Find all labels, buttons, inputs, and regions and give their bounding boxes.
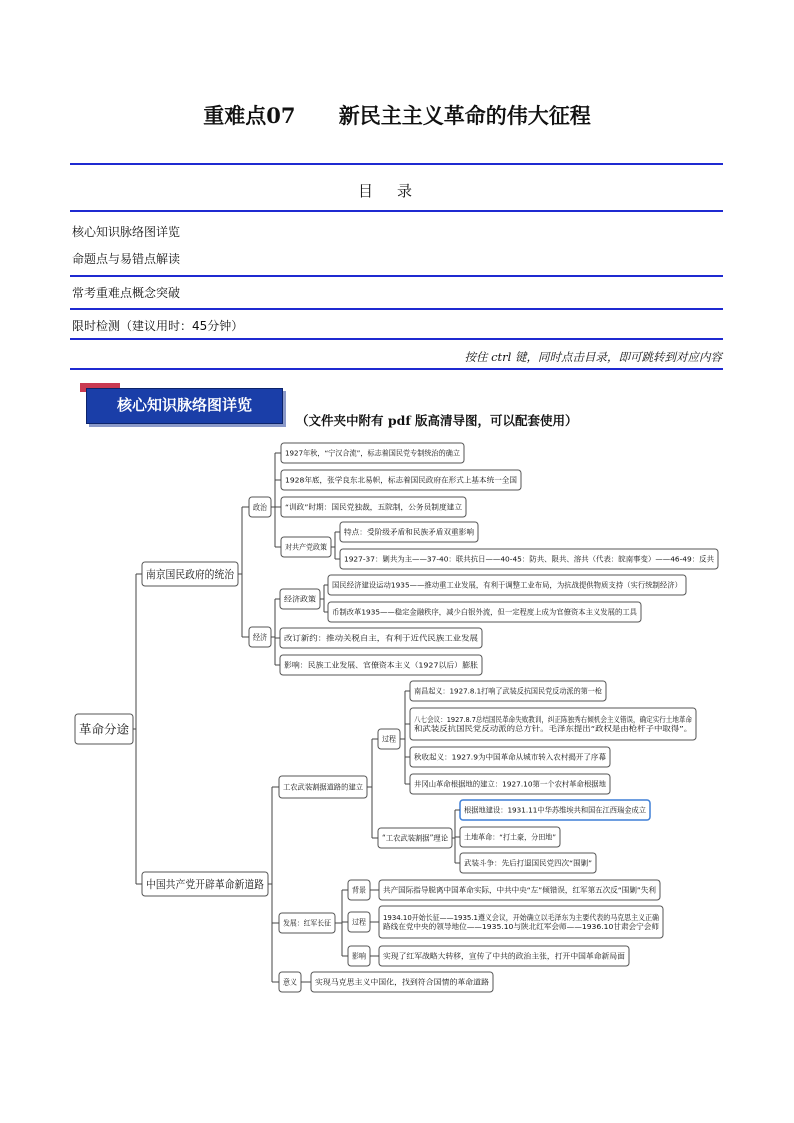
node-im1 [379, 946, 629, 966]
node-text: 八七会议：1927.8.7总结国民革命失败教训，纠正陈独秀右倾机会主义错误，确定实行土地革命 [414, 714, 720, 724]
node-t1 [460, 800, 650, 820]
node-cp2 [340, 549, 718, 569]
node-economy [249, 627, 271, 647]
node-b1 [142, 562, 245, 586]
node-text: 过程 [382, 734, 398, 744]
node-p1 [281, 443, 464, 463]
section-badge: 核心知识脉络图详览 [86, 388, 283, 424]
node-text: “工农武装割据”理论 [382, 833, 451, 843]
node-pr1 [410, 681, 606, 701]
node-text: 武装斗争：先后打退国民党四次“围剿” [464, 858, 593, 868]
node-text: 对共产党政策 [285, 542, 327, 552]
node-text: 路线在党中央的领导地位——1935.10与陕北红军会师——1936.10甘肃会宁会师 [383, 921, 659, 931]
node-text: 和武装反抗国民党反动派的总方针。毛泽东提出“政权是由枪杆子中取得”。 [414, 723, 692, 733]
node-text: 中国共产党开辟革命新道路 [146, 877, 278, 891]
node-t2 [460, 827, 560, 847]
node-text: 影响：民族工业发展、官僚资本主义（1927以后）膨胀 [284, 660, 478, 670]
node-text: 实现了红军战略大转移，宣传了中共的政治主张，打开中国革命新局面 [383, 951, 606, 961]
node-text: 土地革命：“打土豪，分田地” [464, 832, 558, 842]
node-mp1 [379, 906, 668, 938]
node-p2 [281, 470, 521, 490]
toc-hint: 按住 ctrl 键，同时点击目录，即可跳转到对应内容 [464, 350, 722, 364]
node-text: 共产国际指导脱离中国革命实际，中共中央“左”倾错误，红军第五次反“围剿”失利 [383, 885, 643, 895]
node-text: 币制改革1935——稳定金融秩序，减少白银外流，但一定程度上成为官僚资本主义发展的工具 [332, 607, 631, 617]
node-mprocess [348, 912, 370, 932]
node-march [279, 913, 335, 933]
node-text: 1927-37：剿共为主——37-40：联共抗日——40-45：防共、限共、溶共（代表：皖南事变）——46-49：反共 [344, 554, 714, 564]
node-pr2 [410, 708, 720, 740]
node-text: 意义 [283, 977, 299, 987]
node-text: 发展：红军长征 [283, 918, 337, 928]
toc-link-concepts[interactable]: 常考重难点概念突破 [72, 286, 181, 300]
node-meaning [279, 972, 301, 992]
node-e3 [280, 655, 482, 675]
node-text: 1927年秋，“宁汉合流”，标志着国民党专制统治的确立 [285, 448, 462, 458]
toc-link-test[interactable]: 限时检测（建议用时：45分钟） [72, 319, 244, 333]
node-text: 工农武装割据道路的建立 [283, 782, 367, 792]
section-note: （文件夹中附有 pdf 版高清导图，可以配套使用） [296, 413, 578, 428]
node-politics [249, 497, 271, 517]
node-ep2 [328, 602, 641, 622]
node-background [348, 880, 370, 900]
node-text: 井冈山革命根据地的建立：1927.10第一个农村革命根据地 [414, 779, 606, 789]
node-text: 南昌起义：1927.8.1打响了武装反抗国民党反动派的第一枪 [414, 686, 602, 696]
toc-heading: 目录 [357, 182, 436, 200]
node-pr4 [410, 774, 610, 794]
node-communist_policy [281, 537, 331, 557]
node-e2 [280, 628, 482, 648]
node-impact [348, 946, 370, 966]
node-root [75, 714, 133, 744]
node-p3 [281, 497, 466, 517]
title-code: 重难点07 [203, 103, 296, 128]
node-text: 经济 [253, 632, 269, 642]
node-text: 秋收起义：1927.9为中国革命从城市转入农村揭开了序幕 [414, 752, 606, 762]
node-text: 特点：受阶级矛盾和民族矛盾双重影响 [344, 527, 474, 537]
node-text: 政治 [253, 502, 269, 512]
node-text: 革命分途 [79, 722, 128, 737]
node-mn1 [311, 972, 493, 992]
node-text: “训政”时期：国民党独裁，五院制，公务员制度建立 [285, 502, 451, 512]
node-text: 根据地建设：1931.11中华苏维埃共和国在江西瑞金成立 [464, 805, 646, 815]
node-text: 1934.10开始长征——1935.1遵义会议，开始确立以毛泽东为主要代表的马克思主义正确 [383, 912, 668, 922]
node-econ_policy [280, 589, 320, 609]
node-text: 国民经济建设运动1935——推动重工业发展，有利于调整工业布局，为抗战提供物质支持（实行统制经济） [332, 580, 674, 590]
node-pr3 [410, 747, 610, 767]
node-text: 影响 [352, 951, 366, 961]
node-text: 过程 [352, 917, 366, 927]
node-cp1 [340, 522, 478, 542]
node-text: 改订新约：推动关税自主，有利于近代民族工业发展 [284, 633, 450, 643]
node-text: 实现马克思主义中国化，找到符合国情的革命道路 [315, 977, 474, 987]
node-text: 经济政策 [284, 594, 316, 604]
node-t3 [460, 853, 596, 873]
node-theory [378, 828, 452, 848]
node-b2 [142, 872, 278, 896]
node-text: 南京国民政府的统治 [146, 567, 245, 581]
toc-link-mindmap[interactable]: 核心知识脉络图详览 [72, 225, 181, 239]
toc-link-key-points[interactable]: 命题点与易错点解读 [72, 252, 181, 266]
node-ep1 [328, 575, 686, 595]
node-process [378, 729, 400, 749]
node-text: 1928年底，张学良东北易帜，标志着国民政府在形式上基本统一全国 [285, 475, 505, 485]
node-armed [279, 776, 367, 798]
node-bg1 [379, 880, 660, 900]
node-text: 背景 [352, 885, 366, 895]
title-text: 新民主主义革命的伟大征程 [338, 103, 591, 128]
